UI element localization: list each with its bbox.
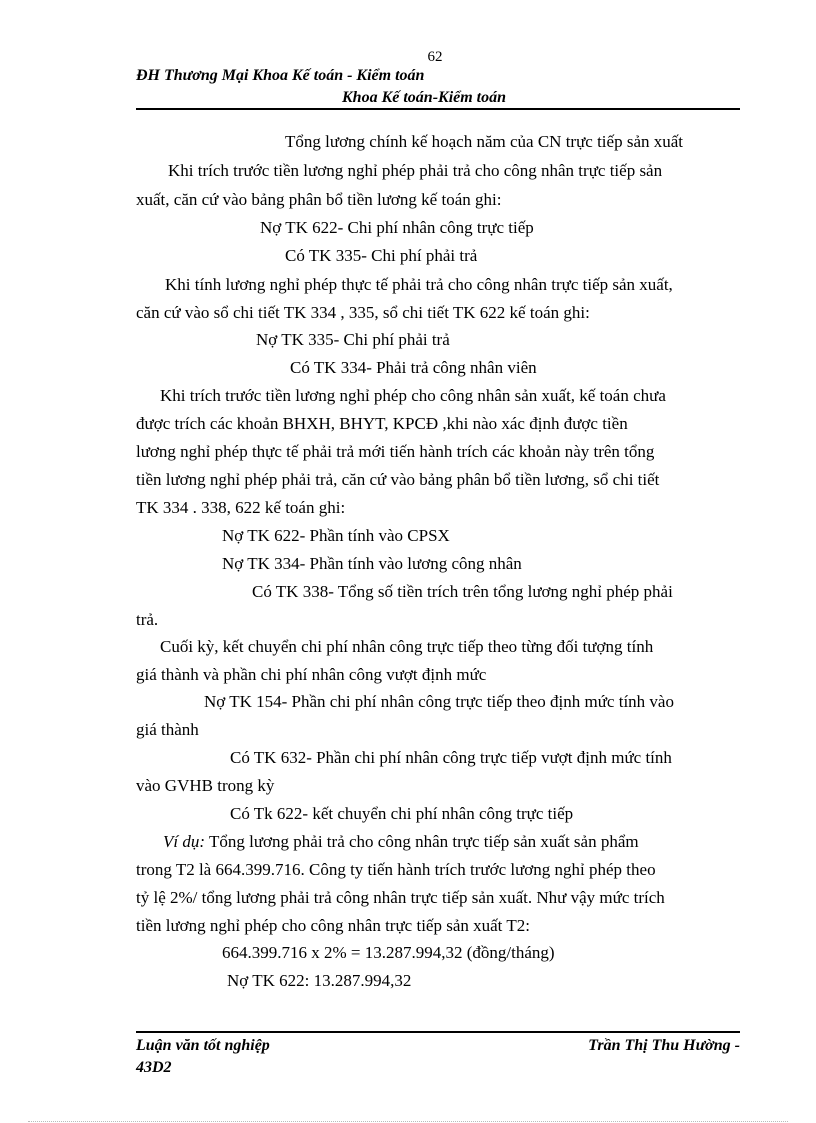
- text-line: Có TK 338- Tổng số tiền trích trên tổng lương nghỉ phép phải: [252, 582, 673, 601]
- text-line: giá thành và phần chi phí nhân công vượt định mức: [136, 665, 487, 684]
- page-number: 62: [427, 49, 443, 65]
- text-line: lương nghỉ phép thực tế phải trả mới tiến hành trích các khoản này trên tổng: [136, 442, 655, 461]
- header-university: ĐH Thương Mại Khoa Kế toán - Kiểm toán: [136, 67, 425, 84]
- text-line: Nợ TK 622- Chi phí nhân công trực tiếp: [260, 218, 534, 237]
- page-bottom-border: [28, 1121, 788, 1122]
- footer-author: Trần Thị Thu Hường -: [588, 1037, 740, 1054]
- example-label: Ví dụ:: [163, 832, 206, 851]
- text-line: Nợ TK 334- Phần tính vào lương công nhân: [222, 554, 522, 573]
- text-line: Cuối kỳ, kết chuyển chi phí nhân công trực tiếp theo từng đối tượng tính: [160, 637, 654, 656]
- text-line: được trích các khoản BHXH, BHYT, KPCĐ ,khi nào xác định được tiền: [136, 414, 628, 433]
- text-line: Khi trích trước tiền lương nghỉ phép cho công nhân sản xuất, kế toán chưa: [160, 386, 666, 405]
- text-line: Nợ TK 622- Phần tính vào CPSX: [222, 526, 450, 545]
- text-line: Nợ TK 154- Phần chi phí nhân công trực tiếp theo định mức tính vào: [204, 692, 674, 711]
- text-line: trả.: [136, 610, 159, 629]
- footer-thesis-label: Luận văn tốt nghiệp: [136, 1037, 270, 1054]
- text-line: Khi trích trước tiền lương nghỉ phép phải trả cho công nhân trực tiếp sản: [168, 161, 663, 180]
- text-line: Nợ TK 335- Chi phí phải trả: [256, 330, 450, 349]
- example-text: Tổng lương phải trả cho công nhân trực tiếp sản xuất sản phẩm: [205, 832, 639, 851]
- footer-class-code: 43D2: [136, 1059, 172, 1076]
- text-line: [163, 831, 639, 853]
- text-line: tiền lương nghỉ phép phải trả, căn cứ vào bảng phân bổ tiền lương, sổ chi tiết: [136, 470, 660, 489]
- text-line: Nợ TK 622: 13.287.994,32: [227, 971, 412, 990]
- text-line: Khi tính lương nghỉ phép thực tế phải trả cho công nhân trực tiếp sản xuất,: [165, 275, 673, 294]
- text-line: giá thành: [136, 720, 199, 739]
- header-department: Khoa Kế toán-Kiểm toán: [342, 89, 507, 106]
- text-line: Có TK 334- Phải trả công nhân viên: [290, 358, 537, 377]
- text-line: 664.399.716 x 2% = 13.287.994,32 (đồng/tháng): [222, 943, 555, 962]
- text-line: trong T2 là 664.399.716. Công ty tiến hành trích trước lương nghỉ phép theo: [136, 860, 656, 879]
- text-line: Tổng lương chính kế hoạch năm của CN trực tiếp sản xuất: [285, 132, 684, 151]
- text-line: Có TK 335- Chi phí phải trả: [285, 246, 478, 265]
- text-line: TK 334 . 338, 622 kế toán ghi:: [136, 498, 346, 517]
- text-line: tỷ lệ 2%/ tổng lương phải trả công nhân trực tiếp sản xuất. Như vậy mức trích: [136, 888, 665, 907]
- header-divider: [136, 108, 740, 110]
- footer-divider: [136, 1031, 740, 1033]
- text-line: tiền lương nghỉ phép cho công nhân trực tiếp sản xuất T2:: [136, 916, 530, 935]
- text-line: Có Tk 622- kết chuyển chi phí nhân công trực tiếp: [230, 804, 574, 823]
- text-line: Có TK 632- Phần chi phí nhân công trực tiếp vượt định mức tính: [230, 748, 672, 767]
- text-line: căn cứ vào sổ chi tiết TK 334 , 335, sổ chi tiết TK 622 kế toán ghi:: [136, 303, 590, 322]
- text-line: xuất, căn cứ vào bảng phân bổ tiền lương kế toán ghi:: [136, 190, 502, 209]
- text-line: vào GVHB trong kỳ: [136, 776, 275, 795]
